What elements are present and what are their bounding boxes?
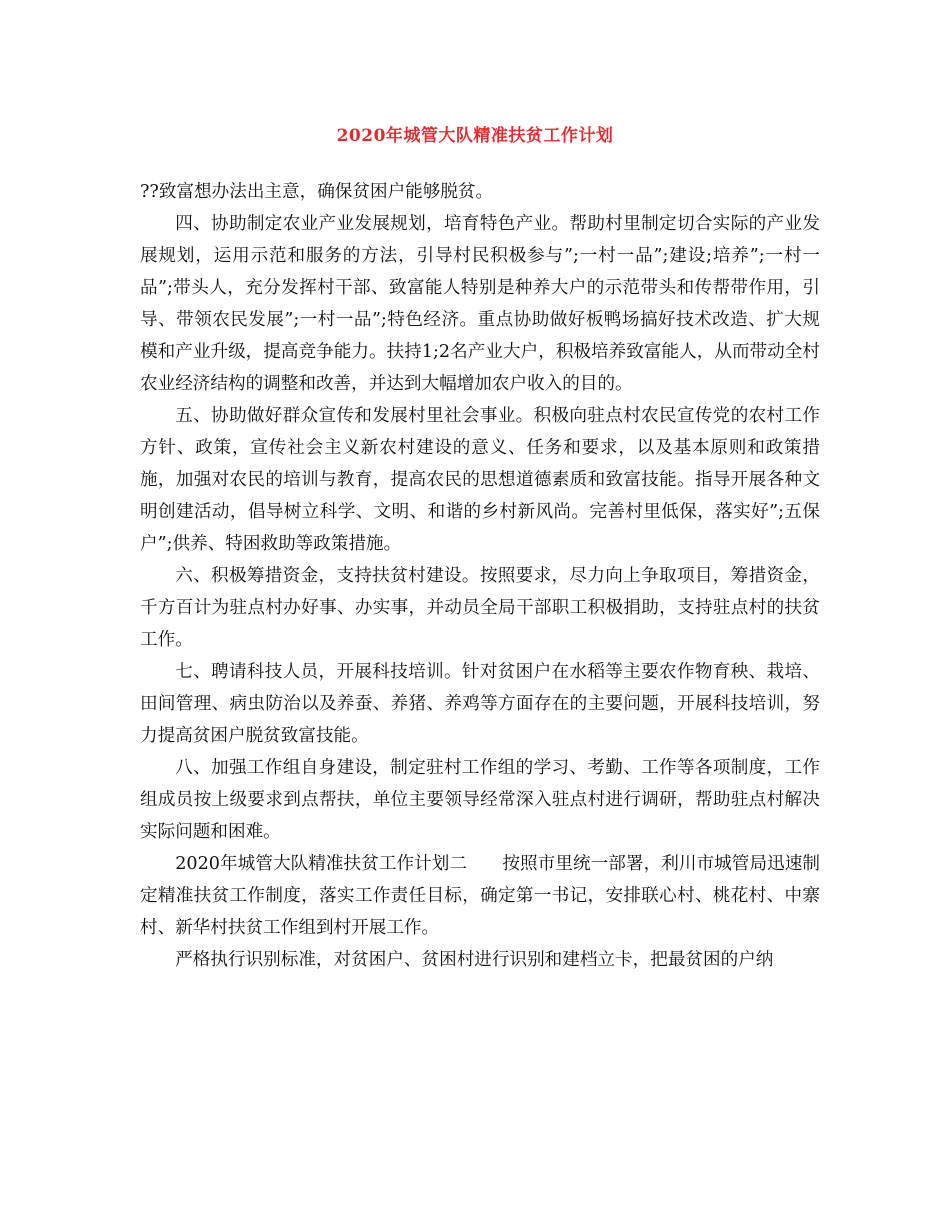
paragraph-section-8: 八、加强工作组自身建设，制定驻村工作组的学习、考勤、工作等各项制度，工作组成员按上级要求到点帮扶，单位主要领导经常深入驻点村进行调研，帮助驻点村解决实际问题和困难。 <box>140 758 820 842</box>
document-body <box>140 176 820 976</box>
paragraph-continuation: ??致富想办法出主意，确保贫困户能够脱贫。 <box>140 182 494 202</box>
paragraph-section-5: 五、协助做好群众宣传和发展村里社会事业。积极向驻点村农民宣传党的农村工作方针、政策，宣传社会主义新农村建设的意义、任务和要求，以及基本原则和政策措施，加强对农民的培训与教育，提高农民的思想道德素质和致富技能。指导开展各种文明创建活动，倡导树立科学、文明、和谐的乡村新风尚。完善村里低保，落实好”;五保户”;供养、特困救助等政策措施。 <box>140 406 820 554</box>
paragraph-plan-two: 2020年城管大队精准扶贫工作计划二 按照市里统一部署，利川市城管局迅速制定精准扶贫工作制度，落实工作责任目标，确定第一书记，安排联心村、桃花村、中寨村、新华村扶贫工作组到村开展工作。 <box>140 854 820 938</box>
paragraph-section-6: 六、积极筹措资金，支持扶贫村建设。按照要求，尽力向上争取项目，筹措资金，千方百计为驻点村办好事、办实事，并动员全局干部职工积极捐助，支持驻点村的扶贫工作。 <box>140 566 820 650</box>
document-title: 2020年城管大队精准扶贫工作计划 <box>336 126 614 146</box>
paragraph-identification: 严格执行识别标准，对贫困户、贫困村进行识别和建档立卡，把最贫困的户纳 <box>175 950 774 970</box>
paragraph-section-7: 七、聘请科技人员，开展科技培训。针对贫困户在水稻等主要农作物育秧、栽培、田间管理、病虫防治以及养蚕、养猪、养鸡等方面存在的主要问题，开展科技培训，努力提高贫困户脱贫致富技能。 <box>140 662 820 746</box>
paragraph-section-4: 四、协助制定农业产业发展规划，培育特色产业。帮助村里制定切合实际的产业发展规划，运用示范和服务的方法，引导村民积极参与”;一村一品”;建设;培养”;一村一品”;带头人，充分发挥村干部、致富能人特别是种养大户的示范带头和传帮带作用，引导、带领农民发展”;一村一品”;特色经济。重点协助做好板鸭场搞好技术改造、扩大规模和产业升级，提高竞争能力。扶持1;2名产业大户，积极培养致富能人，从而带动全村农业经济结构的调整和改善，并达到大幅增加农户收入的目的。 <box>140 214 820 394</box>
